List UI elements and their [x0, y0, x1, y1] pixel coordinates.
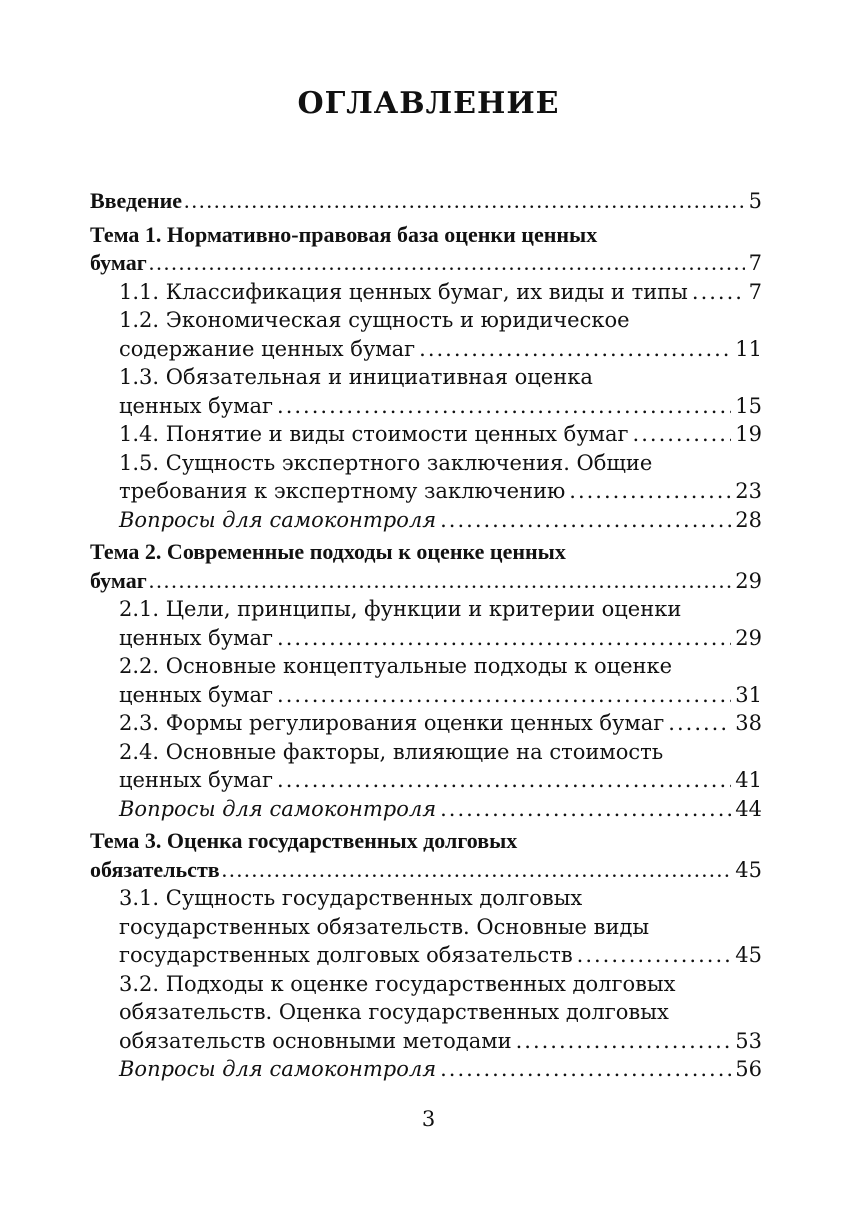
toc-entry-leader-line: [119, 506, 762, 535]
toc-subsection-entry[interactable]: [90, 652, 762, 709]
toc-page-number: 53: [735, 1028, 762, 1053]
toc-entry-title: государственных долговых обязательств: [119, 943, 573, 967]
toc-entry-title: Вопросы для самоконтроля: [119, 507, 437, 532]
toc-page-number: 7: [748, 279, 762, 304]
toc-entry-title: содержание ценных бумаг: [119, 336, 416, 361]
toc-entry-leader-line: [90, 249, 762, 278]
dot-leader: [419, 335, 731, 364]
toc-entry-leader-line: [90, 187, 762, 216]
toc-page-number: 29: [735, 568, 762, 593]
dot-leader: [277, 681, 731, 710]
toc-entry-title-line: 1.2. Экономическая сущность и юридическое: [119, 308, 630, 332]
toc-entry-leader-line: [119, 420, 762, 449]
toc-page-number: 11: [735, 336, 762, 361]
toc-page-number: 31: [735, 682, 762, 707]
toc-entry-leader-line: [119, 1055, 762, 1084]
toc-entry-leader-line: [119, 392, 762, 421]
toc-entry-title: Вопросы для самоконтроля: [119, 796, 437, 821]
dot-leader: [577, 941, 732, 970]
toc-entry-title: ценных бумаг: [119, 768, 274, 792]
toc-entry-title: Вопросы для самоконтроля: [119, 1057, 437, 1081]
toc-entry-title: ценных бумаг: [119, 625, 274, 650]
toc-topic-entry[interactable]: [90, 827, 762, 884]
toc-subsection-entry[interactable]: [90, 449, 762, 506]
toc-subsection-entry[interactable]: [90, 884, 762, 970]
dot-leader: [149, 567, 732, 596]
toc-entry-leader-line: [119, 941, 762, 970]
toc-page-number: 44: [735, 796, 762, 821]
dot-leader: [440, 1055, 731, 1084]
toc-entry-leader-line: [119, 766, 762, 795]
toc-entry-title-line: 2.4. Основные факторы, влияющие на стоимость: [119, 739, 664, 764]
toc-entry-title-line: 1.3. Обязательная и инициативная оценка: [119, 365, 593, 389]
dot-leader: [692, 278, 745, 307]
toc-subsection-entry[interactable]: [90, 506, 762, 535]
toc-entry-leader-line: [119, 624, 762, 653]
toc-entry-title-line: Тема 3. Оценка государственных долговых: [90, 828, 518, 853]
toc-subsection-entry[interactable]: [90, 738, 762, 795]
toc-subsection-entry[interactable]: [90, 363, 762, 420]
toc-entry-title: 1.4. Понятие и виды стоимости ценных бумаг: [119, 422, 629, 446]
toc-entry-leader-line: [90, 567, 762, 596]
dot-leader: [277, 624, 731, 653]
toc-entry-leader-line: [90, 856, 762, 885]
dot-leader: [440, 795, 731, 824]
toc-entry-title: требования к экспертному заключению: [119, 479, 566, 503]
toc-entry-title: бумаг: [90, 250, 147, 275]
dot-leader: [516, 1027, 732, 1056]
page-number: 3: [421, 1107, 436, 1131]
toc-entry-title-line: обязательств. Оценка государственных долговых: [119, 1000, 669, 1024]
toc-entry-title: ценных бумаг: [119, 393, 274, 418]
toc-entry-title-line: Тема 1. Нормативно-правовая база оценки ценных: [90, 221, 598, 247]
toc-entry-leader-line: [119, 709, 762, 738]
dot-leader: [440, 506, 731, 535]
dot-leader: [277, 766, 731, 795]
dot-leader: [184, 187, 745, 216]
dot-leader: [277, 392, 731, 421]
dot-leader: [569, 477, 731, 506]
toc-topic-entry[interactable]: [90, 538, 762, 595]
toc-page-number: 28: [735, 507, 762, 532]
toc-page-number: 29: [735, 625, 762, 650]
table-of-contents: [90, 187, 762, 1088]
toc-page-number: 15: [735, 393, 762, 418]
toc-page-number: 56: [735, 1057, 762, 1081]
dot-leader: [668, 709, 731, 738]
toc-entry-title-line: 2.1. Цели, принципы, функции и критерии оценки: [119, 597, 682, 621]
dot-leader: [222, 856, 732, 885]
dot-leader: [633, 420, 732, 449]
toc-topic-entry[interactable]: [90, 187, 762, 216]
toc-entry-title: обязательств основными методами: [119, 1028, 512, 1053]
toc-page-number: 38: [735, 711, 762, 735]
toc-entry-title-line: 3.2. Подходы к оценке государственных долговых: [119, 971, 676, 996]
toc-entry-title-line: 3.1. Сущность государственных долговых: [119, 886, 583, 910]
toc-subsection-entry[interactable]: [90, 306, 762, 363]
toc-page-number: 45: [735, 857, 762, 882]
toc-entry-leader-line: [119, 278, 762, 307]
toc-entry-title: ценных бумаг: [119, 682, 274, 707]
toc-entry-title: 1.1. Классификация ценных бумаг, их виды и типы: [119, 279, 688, 304]
toc-subsection-entry[interactable]: [90, 795, 762, 824]
toc-entry-title-line: 2.2. Основные концептуальные подходы к оценке: [119, 654, 673, 678]
toc-entry-leader-line: [119, 477, 762, 506]
toc-entry-leader-line: [119, 795, 762, 824]
toc-entry-title-line: 1.5. Сущность экспертного заключения. Общие: [119, 450, 653, 475]
toc-subsection-entry[interactable]: [90, 595, 762, 652]
toc-entry-title: 2.3. Формы регулирования оценки ценных бумаг: [119, 711, 665, 735]
toc-page-number: 19: [735, 422, 762, 446]
toc-subsection-entry[interactable]: [90, 278, 762, 307]
toc-page-number: 5: [748, 189, 762, 213]
toc-page-number: 23: [735, 479, 762, 503]
toc-page-number: 45: [735, 943, 762, 967]
dot-leader: [149, 249, 745, 278]
toc-entry-leader-line: [119, 335, 762, 364]
toc-subsection-entry[interactable]: [90, 709, 762, 738]
toc-subsection-entry[interactable]: [90, 1055, 762, 1084]
toc-subsection-entry[interactable]: [90, 420, 762, 449]
toc-entry-title: бумаг: [90, 567, 147, 593]
toc-entry-leader-line: [119, 1027, 762, 1056]
toc-entry-title: обязательств: [90, 856, 220, 882]
toc-entry-title-line: государственных обязательств. Основные виды: [119, 914, 650, 939]
toc-entry-leader-line: [119, 681, 762, 710]
toc-topic-entry[interactable]: [90, 221, 762, 278]
toc-entry-title-line: Тема 2. Современные подходы к оценке ценных: [90, 539, 566, 564]
page-title: ОГЛАВЛЕНИЕ: [297, 86, 560, 121]
toc-page-number: 41: [735, 768, 762, 792]
toc-page-number: 7: [748, 251, 762, 275]
toc-subsection-entry[interactable]: [90, 970, 762, 1056]
toc-entry-title: Введение: [90, 188, 183, 213]
